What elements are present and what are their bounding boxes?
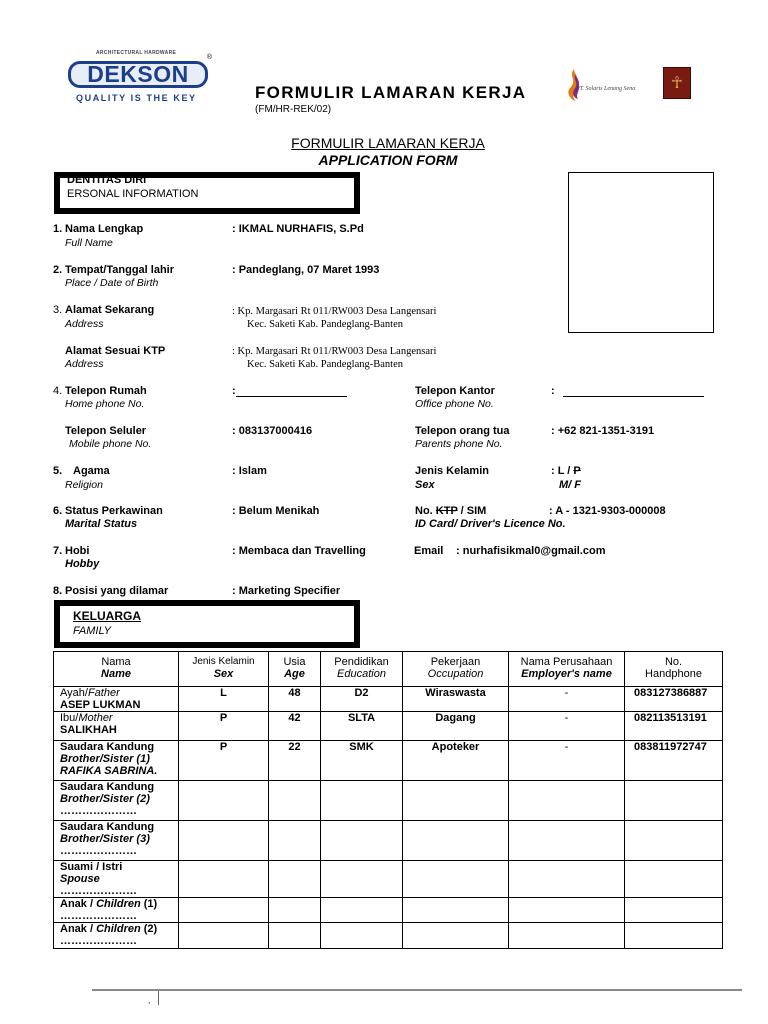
label-parents-phone: Telepon orang tua [415,425,510,437]
member-name: ………………… [60,910,137,922]
col-header-name: Nama Name [54,652,179,687]
crest-icon: ☥ [663,67,691,99]
table-row [54,821,723,861]
label-ktp-address: Alamat Sesuai KTP [65,345,166,357]
cell-education: SLTA [321,712,403,741]
table-row [54,712,723,741]
cell-sex [179,861,269,898]
label-office-phone: Telepon Kantor [415,385,495,397]
label-full-name: Nama Lengkap [65,223,144,235]
value-ktp-address-1: : Kp. Margasari Rt 011/RW003 Desa Langensari [232,346,437,357]
logo-brand-box [68,61,208,88]
sublabel-sex: Sex [415,479,435,491]
section-title: DENTITAS DIRI [67,174,147,186]
sublabel-office-phone: Office phone No. [415,398,494,410]
member-name: ………………… [60,845,137,857]
cell-age: 22 [269,741,321,781]
sublabel-birth: Place / Date of Birth [65,277,159,289]
cell-age: 48 [269,687,321,712]
section-subtitle: ERSONAL INFORMATION [67,188,199,200]
cell-member: Saudara Kandung Brother/Sister (3) ………………… [54,821,179,861]
flame-icon [564,68,584,102]
cell-phone [625,898,723,923]
label-hobby: Hobi [65,545,90,557]
field-num: 5. [53,465,63,477]
table-row [54,687,723,712]
cell-occupation [403,923,509,949]
pt-name: PT. Solaris Lenang Sena [576,86,636,92]
member-name: ………………… [60,805,137,817]
value-address-2: Kec. Saketi Kab. Pandeglang-Banten [247,319,403,330]
cell-employer [509,781,625,821]
table-row [54,898,723,923]
cell-sex: L [179,687,269,712]
cell-phone [625,923,723,949]
col-header-phone: No. Handphone [625,652,723,687]
sublabel-ktp-address: Address [65,358,104,370]
logo-top-text: ARCHITECTURAL HARDWARE [96,50,177,56]
value-birth: : Pandeglang, 07 Maret 1993 [232,264,380,276]
col-header-occupation: Pekerjaan Occupation [403,652,509,687]
table-row [54,781,723,821]
value-hobby: : Membaca dan Travelling [232,545,366,557]
cell-phone [625,861,723,898]
footer-tick [158,991,159,1005]
cell-occupation [403,861,509,898]
section-subtitle: FAMILY [73,625,111,637]
cell-employer [509,861,625,898]
cell-sex [179,923,269,949]
sublabel-home-phone: Home phone No. [65,398,145,410]
cell-phone: 083127386887 [625,687,723,712]
family-table [53,651,723,949]
footer-mark: , [148,996,151,1005]
form-title-en: APPLICATION FORM [318,152,458,168]
cell-phone [625,781,723,821]
label-birth: Tempat/Tanggal lahir [65,264,174,276]
label-address: Alamat Sekarang [65,304,155,316]
field-num: 7. [53,545,63,557]
field-num: 1. [53,223,63,235]
member-name: RAFIKA SABRINA. [60,765,158,777]
table-row [54,861,723,898]
cell-occupation [403,898,509,923]
cell-employer [509,923,625,949]
field-num: 4. [53,385,63,397]
section-title: KELUARGA [73,609,141,623]
cell-education [321,923,403,949]
cell-education [321,861,403,898]
cell-phone: 083811972747 [625,741,723,781]
sublabel-mobile-phone: Mobile phone No. [69,438,152,450]
value-position: : Marketing Specifier [232,585,341,597]
field-num: 2. [53,264,63,276]
member-name: ………………… [60,935,137,947]
table-header-row [54,652,723,687]
office-phone-blank[interactable] [563,396,704,397]
sublabel-religion: Religion [65,479,103,491]
value-mobile-phone: : 083137000416 [232,425,313,437]
cell-age [269,781,321,821]
cell-sex [179,821,269,861]
sublabel-id-card: ID Card/ Driver's Licence No. [415,518,566,530]
cell-education: SMK [321,741,403,781]
cell-employer: - [509,687,625,712]
cell-age: 42 [269,712,321,741]
home-phone-blank[interactable] [236,396,347,397]
sublabel-full-name: Full Name [65,237,113,249]
cell-age [269,898,321,923]
value-full-name: : IKMAL NURHAFIS, S.Pd [232,223,364,235]
cell-employer [509,821,625,861]
label-position: Posisi yang dilamar [65,585,169,597]
value-religion: : Islam [232,465,267,477]
label-mobile-phone: Telepon Seluler [65,425,147,437]
cell-education [321,781,403,821]
cell-employer: - [509,712,625,741]
cell-sex [179,898,269,923]
member-name: ………………… [60,885,137,897]
cell-member: Ayah/Father ASEP LUKMAN [54,687,179,712]
label-email: Email [414,545,444,557]
photo-box [568,172,714,333]
cell-member: Anak / Children (2) ………………… [54,923,179,949]
cell-occupation: Dagang [403,712,509,741]
label-sex: Jenis Kelamin [415,465,489,477]
cell-occupation: Wiraswasta [403,687,509,712]
cell-employer [509,898,625,923]
section-personal-info [54,172,360,214]
cell-age [269,861,321,898]
footer-line [92,989,742,991]
cell-age [269,821,321,861]
label-home-phone: Telepon Rumah [65,385,147,397]
field-num: 6. [53,505,63,517]
cell-phone: 082113513191 [625,712,723,741]
section-family [54,600,360,648]
cell-member: Ibu/Mother SALIKHAH [54,712,179,741]
cell-phone [625,821,723,861]
col-header-age: Usia Age [269,652,321,687]
cell-sex: P [179,712,269,741]
pt-logo [562,68,652,108]
cell-member: Suami / Istri Spouse ………………… [54,861,179,898]
label-id-card: No. KTP / SIM [415,505,487,517]
cell-sex: P [179,741,269,781]
value-ktp-address-2: Kec. Saketi Kab. Pandeglang-Banten [247,359,403,370]
col-header-education: Pendidikan Education [321,652,403,687]
sublabel-hobby: Hobby [65,558,100,570]
label-marital: Status Perkawinan [65,505,163,517]
col-header-sex: Jenis Kelamin Sex [179,652,269,687]
form-code: (FM/HR-REK/02) [255,104,332,115]
registered-mark: ® [206,54,212,61]
cell-age [269,923,321,949]
col-header-employer: Nama Perusahaan Employer's name [509,652,625,687]
page-title: FORMULIR LAMARAN KERJA [255,83,527,102]
cell-member: Saudara Kandung Brother/Sister (2) ………………… [54,781,179,821]
sublabel-address: Address [65,318,104,330]
table-row [54,741,723,781]
field-num: 8. [53,585,63,597]
sublabel-marital: Marital Status [65,518,138,530]
value-id-card: : A - 1321-9303-000008 [549,505,666,517]
cell-occupation [403,821,509,861]
cell-member: Saudara Kandung Brother/Sister (1) RAFIKA SABRINA. [54,741,179,781]
logo-brand: DEKSON [87,61,189,87]
sublabel-parents-phone: Parents phone No. [415,438,503,450]
cell-education [321,821,403,861]
member-name: ASEP LUKMAN [60,699,141,711]
cell-education [321,898,403,923]
field-num: 3. [53,304,63,316]
value-sex-en: M/ F [559,479,581,491]
colon: : [232,385,236,397]
dekson-logo [66,50,214,110]
cell-occupation: Apoteker [403,741,509,781]
logo-tagline: QUALITY IS THE KEY [76,93,197,103]
member-name: SALIKHAH [60,724,117,736]
label-religion: Agama [73,465,110,477]
cell-education: D2 [321,687,403,712]
value-marital: : Belum Menikah [232,505,320,517]
cell-member: Anak / Children (1) ………………… [54,898,179,923]
value-parents-phone: : +62 821-1351-3191 [551,425,655,437]
form-title-id: FORMULIR LAMARAN KERJA [291,135,485,151]
cell-occupation [403,781,509,821]
table-row [54,923,723,949]
colon: : [551,385,555,397]
value-address-1: : Kp. Margasari Rt 011/RW003 Desa Langensari [232,306,437,317]
cell-sex [179,781,269,821]
cell-employer: - [509,741,625,781]
value-email: : nurhafisikmal0@gmail.com [456,545,606,557]
value-sex: : L / P [551,465,581,477]
